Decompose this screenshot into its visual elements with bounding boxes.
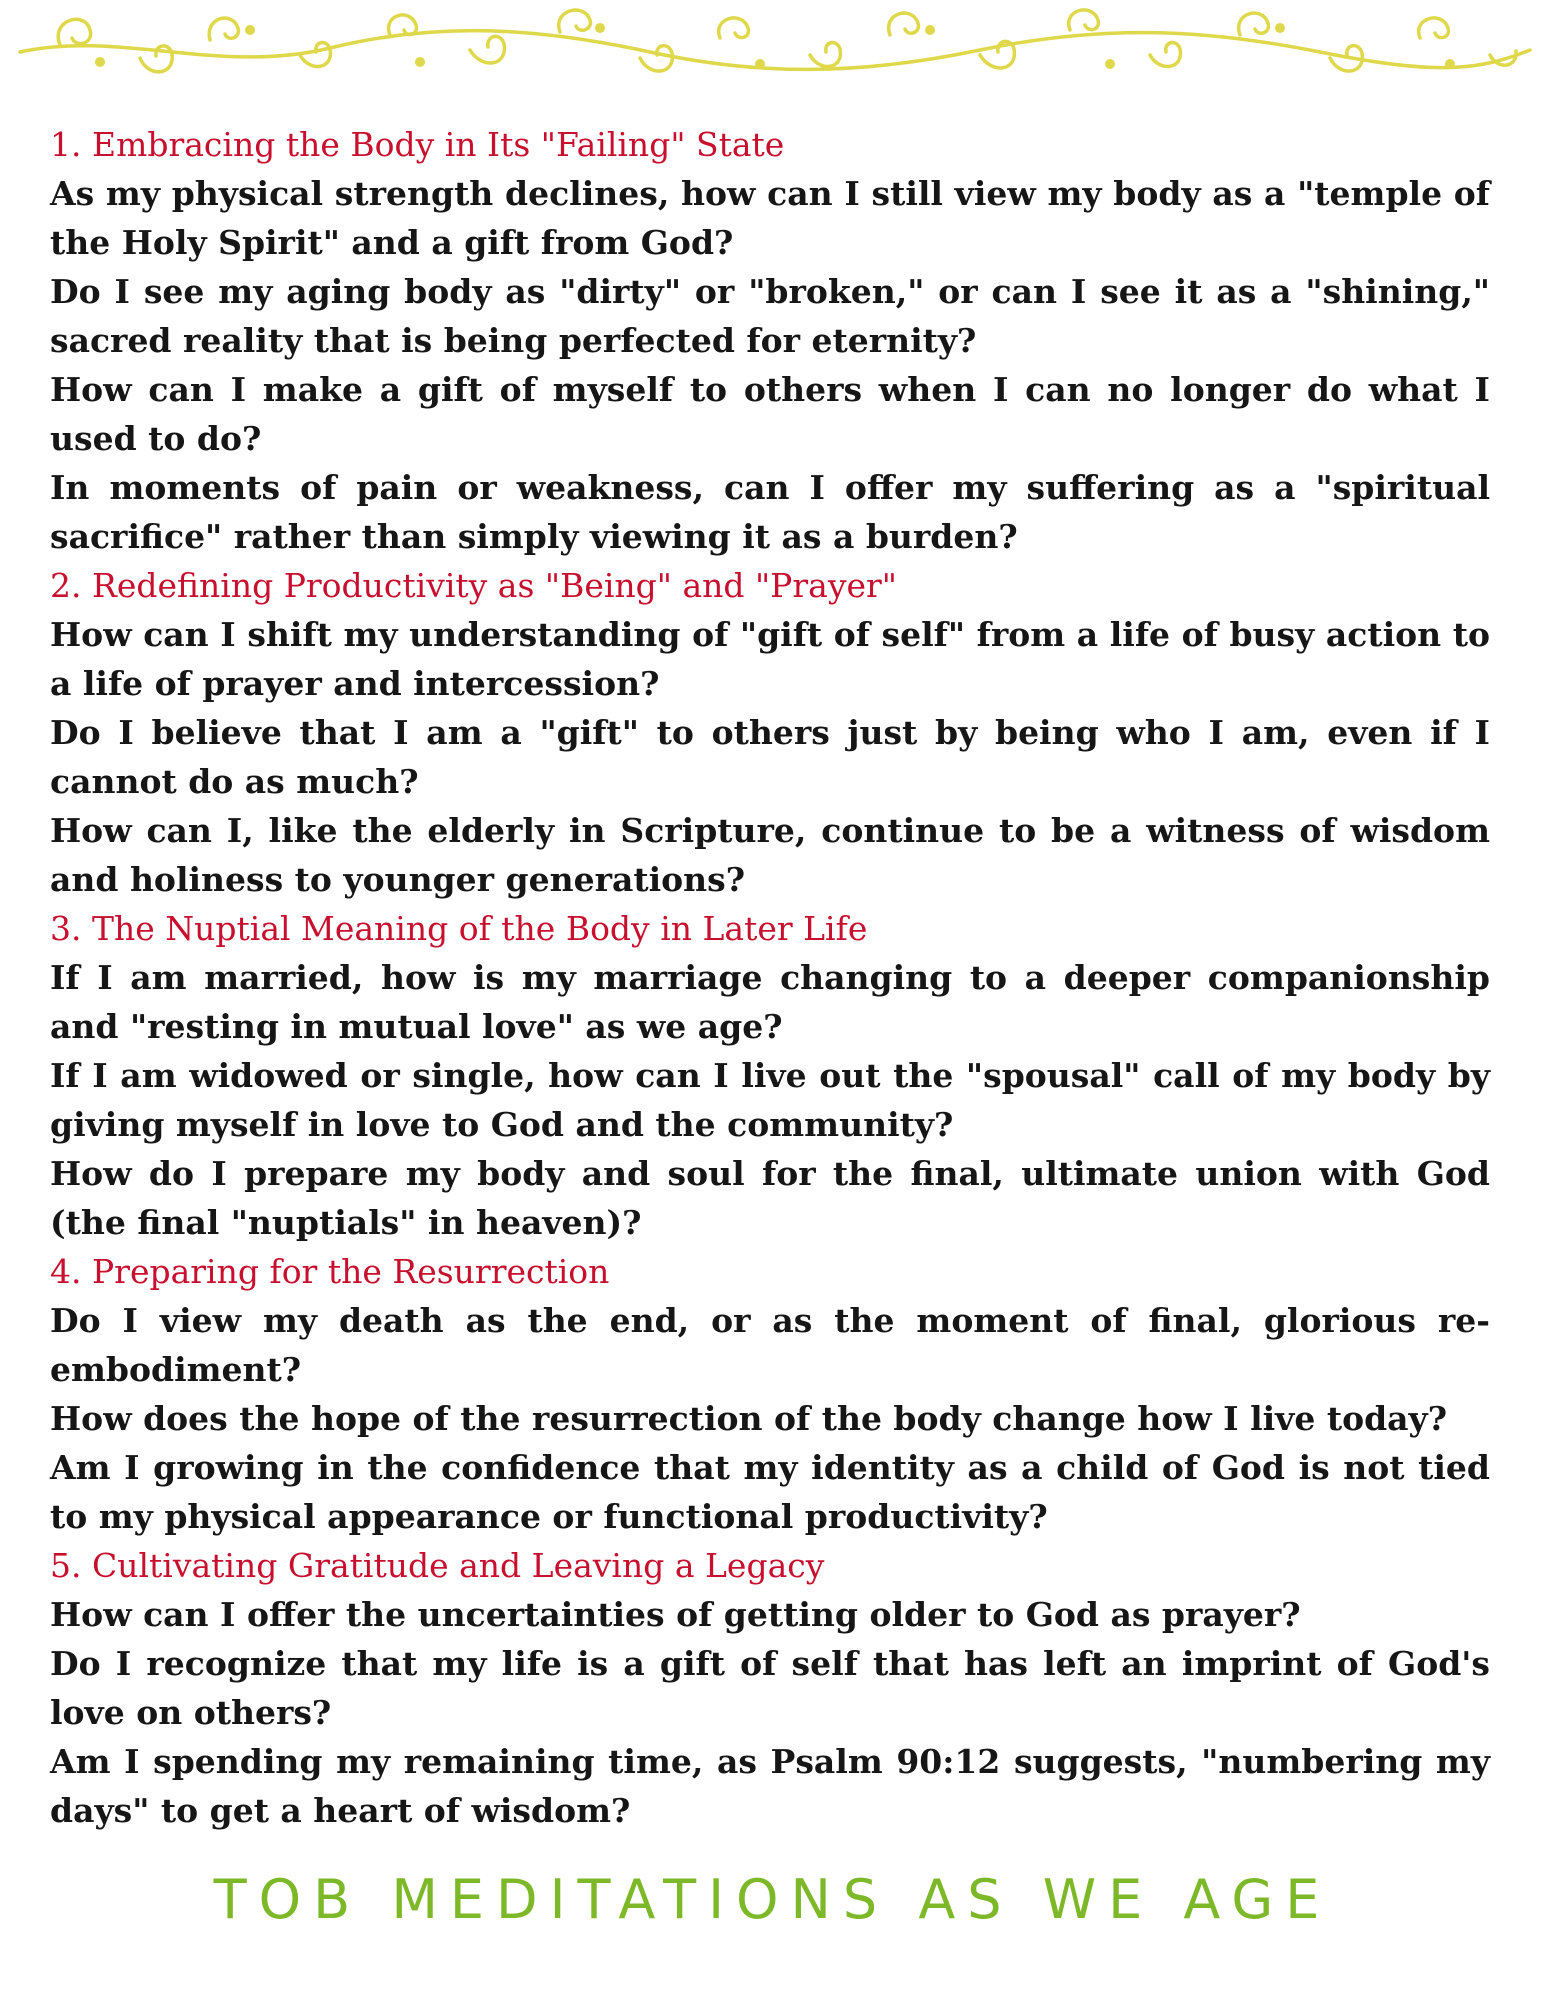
section-title: 2. Redefining Productivity as "Being" and "Prayer" (50, 566, 897, 605)
section-3 (50, 904, 1490, 1247)
section-2 (50, 561, 1490, 904)
question: How can I shift my understanding of "gift of self" from a life of busy action to a life of prayer and intercession? (50, 615, 1490, 703)
ornamental-vine-border-icon (0, 0, 1545, 100)
footer-title: TOB MEDITATIONS AS WE AGE (213, 1868, 1332, 1931)
question: If I am married, how is my marriage changing to a deeper companionship and "resting in mutual love" as we age? (50, 958, 1490, 1046)
question: Do I see my aging body as "dirty" or "broken," or can I see it as a "shining," sacred reality that is being perfected for eternity? (50, 272, 1490, 360)
question: How can I make a gift of myself to others when I can no longer do what I used to do? (50, 370, 1490, 458)
section-title: 4. Preparing for the Resurrection (50, 1252, 610, 1291)
section-1 (50, 120, 1490, 561)
question: Do I view my death as the end, or as the moment of final, glorious re-embodiment? (50, 1301, 1490, 1389)
question: In moments of pain or weakness, can I offer my suffering as a "spiritual sacrifice" rather than simply viewing it as a burden? (50, 468, 1490, 556)
question: How does the hope of the resurrection of the body change how I live today? (50, 1399, 1448, 1438)
section-5 (50, 1541, 1490, 1835)
section-4 (50, 1247, 1490, 1541)
question: If I am widowed or single, how can I live out the "spousal" call of my body by giving myself in love to God and the community? (50, 1056, 1490, 1144)
question: Do I recognize that my life is a gift of self that has left an imprint of God's love on others? (50, 1644, 1490, 1732)
question: How do I prepare my body and soul for the final, ultimate union with God (the final "nuptials" in heaven)? (50, 1154, 1490, 1242)
question: As my physical strength declines, how can I still view my body as a "temple of the Holy Spirit" and a gift from God? (50, 174, 1490, 262)
question: Am I spending my remaining time, as Psalm 90:12 suggests, "numbering my days" to get a heart of wisdom? (50, 1742, 1490, 1830)
question: How can I, like the elderly in Scripture, continue to be a witness of wisdom and holiness to younger generations? (50, 811, 1490, 899)
question: Do I believe that I am a "gift" to others just by being who I am, even if I cannot do as much? (50, 713, 1490, 801)
question: Am I growing in the confidence that my identity as a child of God is not tied to my physical appearance or functional productivity? (50, 1448, 1490, 1536)
section-title: 3. The Nuptial Meaning of the Body in Later Life (50, 909, 868, 948)
section-title: 5. Cultivating Gratitude and Leaving a Legacy (50, 1546, 825, 1585)
meditation-content (50, 120, 1490, 1835)
question: How can I offer the uncertainties of getting older to God as prayer? (50, 1595, 1301, 1634)
section-title: 1. Embracing the Body in Its "Failing" State (50, 125, 785, 164)
